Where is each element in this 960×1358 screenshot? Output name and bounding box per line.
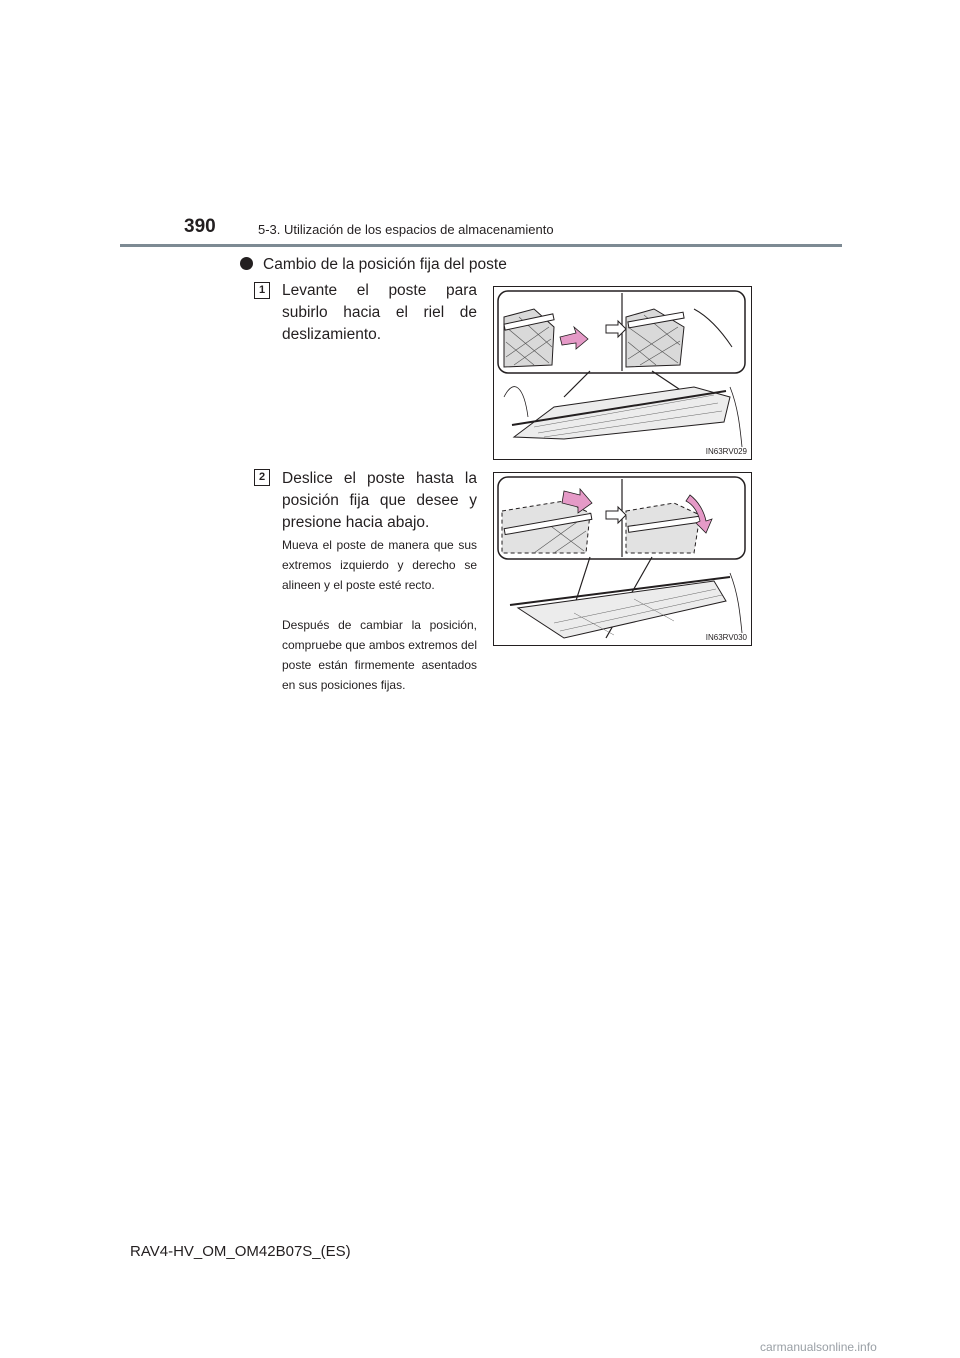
page-number: 390 bbox=[184, 216, 216, 237]
figure-step-2 bbox=[493, 472, 752, 646]
figure-step-2-illustration bbox=[494, 473, 751, 645]
step-2-badge: 2 bbox=[254, 469, 270, 486]
figure-step-2-code: IN63RV030 bbox=[705, 633, 747, 642]
step-1-badge: 1 bbox=[254, 282, 270, 299]
footer-doc-code: RAV4-HV_OM_OM42B07S_(ES) bbox=[130, 1243, 351, 1260]
figure-step-1 bbox=[493, 286, 752, 460]
watermark: carmanualsonline.info bbox=[760, 1340, 877, 1354]
section-title: 5-3. Utilización de los espacios de almacenamiento bbox=[258, 222, 554, 237]
step-2-note-2: Después de cambiar la posición, compruebe que ambos extremos del poste están firmemente asentados en sus posiciones fijas. bbox=[282, 618, 477, 692]
bullet-icon bbox=[240, 257, 253, 270]
step-1-text: Levante el poste para subirlo hacia el riel de deslizamiento. bbox=[282, 282, 477, 343]
header-rule bbox=[120, 244, 842, 247]
figure-step-1-code: IN63RV029 bbox=[705, 447, 747, 456]
subsection-heading-text: Cambio de la posición fija del poste bbox=[263, 256, 507, 273]
step-2-text: Deslice el poste hasta la posición fija que desee y presione hacia abajo. bbox=[282, 470, 477, 531]
figure-step-1-illustration bbox=[494, 287, 751, 459]
step-2-note-1: Mueva el poste de manera que sus extremos izquierdo y derecho se alineen y el poste esté recto. bbox=[282, 538, 477, 592]
subsection-heading bbox=[240, 256, 507, 274]
